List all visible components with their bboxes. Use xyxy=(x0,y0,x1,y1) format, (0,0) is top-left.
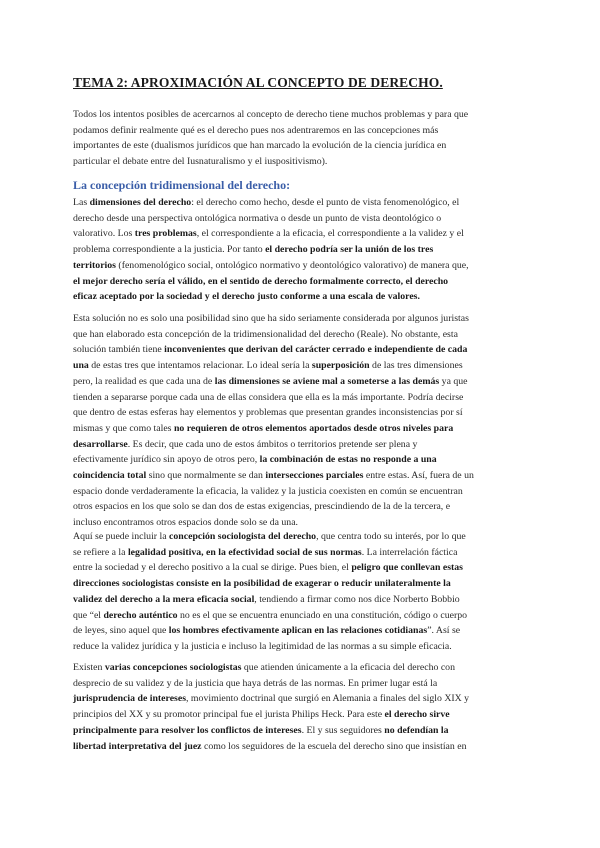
intro-paragraph xyxy=(73,107,528,170)
text-line: territorios (fenomenológico social, ontológico normativo y deontológico valorativo) de manera que, xyxy=(73,259,469,271)
text-line: podamos definir realmente qué es el derecho pues nos adentraremos en las concepciones más xyxy=(73,124,439,136)
text-line: una de estas tres que intentamos relacionar. Lo ideal sería la superposición de las tres dimensiones xyxy=(73,360,463,372)
text-line: jurisprudencia de intereses, movimiento doctrinal que surgió en Alemania a finales del siglo XIX y xyxy=(73,693,470,705)
text-line: Esta solución no es solo una posibilidad sino que ha sido seriamente considerada por algunos juristas xyxy=(73,313,469,324)
text-line: Las dimensiones del derecho: el derecho como hecho, desde el punto de vista fenomenológico, el xyxy=(73,197,460,208)
interests-paragraph xyxy=(73,660,528,754)
text-line: validez del derecho a la mera eficacia social, tendiendo a firmar como nos dice Norberto Bobbio xyxy=(73,593,460,605)
text-line: que “el derecho auténtico no es el que se encuentra enunciado en una constitución, código o cuerpo xyxy=(73,609,468,621)
text-line: tienden a separarse porque cada una de ellas considera que ella es la más importante. Podría decirse xyxy=(73,391,464,403)
text-line: se refiere a la legalidad positiva, en la efectividad social de sus normas. La interrelación fáctica xyxy=(73,546,458,558)
text-line: problema correspondiente a la justicia. Por tanto el derecho podría ser la unión de los tres xyxy=(73,244,434,256)
text-line: principalmente para resolver los conflictos de intereses. El y sus seguidores no defendían la xyxy=(73,724,449,736)
text-line: eficaz aceptado por la sociedad y el derecho justo conforme a una escala de valores. xyxy=(73,291,420,303)
text-line: direcciones sociologistas consiste en la posibilidad de exagerar o reducir unilateralmente la xyxy=(73,578,451,590)
text-line: mismas y que como tales no requieren de otros elementos aportados desde otros niveles para xyxy=(73,422,454,434)
text-line: el mejor derecho sería el válido, en el sentido de derecho formalmente correcto, el derecho xyxy=(73,275,449,287)
text-line: desarrollarse. Es decir, que cada uno de estos ámbitos o territorios pretende ser plena y xyxy=(73,438,418,450)
text-line: principios del XX y su promotor principal fue el jurista Philips Heck. Para este el derecho sirve xyxy=(73,709,450,721)
text-line: pero, la realidad es que cada una de las dimensiones se aviene mal a someterse a las demás ya que xyxy=(73,375,468,387)
text-line: importantes de este (dualismos jurídicos que han marcado la evolución de la ciencia jurídica en xyxy=(73,140,447,152)
text-line: derecho desde una perspectiva ontológica normativa o desde un punto de vista deontológico o xyxy=(73,212,442,224)
text-line: particular el debate entre del Iusnaturalismo y el iuspositivismo). xyxy=(73,156,328,168)
sociologist-paragraph xyxy=(73,529,528,655)
solution-paragraph xyxy=(73,311,528,531)
text-line: Aquí se puede incluir la concepción sociologista del derecho, que centra todo su interés, por lo que xyxy=(73,531,466,542)
text-line: Existen varias concepciones sociologistas que atienden únicamente a la eficacia del derecho con xyxy=(73,662,455,673)
text-line: entre la sociedad y el derecho positivo a la cual se dirige. Pues bien, el peligro que conllevan estas xyxy=(73,562,463,574)
text-line: Todos los intentos posibles de acercarnos al concepto de derecho tiene muchos problemas y para que xyxy=(73,109,469,120)
section-heading: La concepción tridimensional del derecho: xyxy=(73,178,291,192)
page-title: TEMA 2: APROXIMACIÓN AL CONCEPTO DE DERECHO. xyxy=(73,75,443,90)
dimensions-paragraph xyxy=(73,195,528,305)
text-line: efectivamente jurídico sin apoyo de otros pero, la combinación de estas no responde a una xyxy=(73,454,437,466)
text-line: valorativo. Los tres problemas, el correspondiente a la eficacia, el correspondiente a la validez y el xyxy=(73,228,464,240)
text-line: reduce la validez jurídica y la justicia e incluso la legitimidad de las normas a su simple eficacia. xyxy=(73,640,452,652)
text-line: otros espacios en los que solo se dan dos de estas exigencias, prescindiendo de la de la tercera, e xyxy=(73,501,451,513)
text-line: libertad interpretativa del juez como los seguidores de la escuela del derecho sino que insistían en xyxy=(73,740,467,752)
text-line: incluso encontramos otros espacios donde solo se da una. xyxy=(73,517,299,529)
text-line: que han elaborado esta concepción de la tridimensionalidad del derecho (Reale). No obstante, esta xyxy=(73,328,458,340)
text-line: solución también tiene inconvenientes que derivan del carácter cerrado e independiente de cada xyxy=(73,344,468,356)
text-line: de leyes, sino aquel que los hombres efectivamente aplican en las relaciones cotidianas”. Así se xyxy=(73,625,461,637)
text-line: desprecio de su validez y de la justicia que haya detrás de las normas. En primer lugar está la xyxy=(73,677,438,689)
text-line: coincidencia total sino que normalmente se dan intersecciones parciales entre estas. Así, fuera de un xyxy=(73,470,474,482)
text-line: espacio donde verdaderamente la eficacia, la validez y la justicia coexisten en común se encuentran xyxy=(73,485,463,497)
text-line: que dentro de estas esferas hay elementos y problemas que presentan grandes inconsistencias por sí xyxy=(73,407,463,419)
